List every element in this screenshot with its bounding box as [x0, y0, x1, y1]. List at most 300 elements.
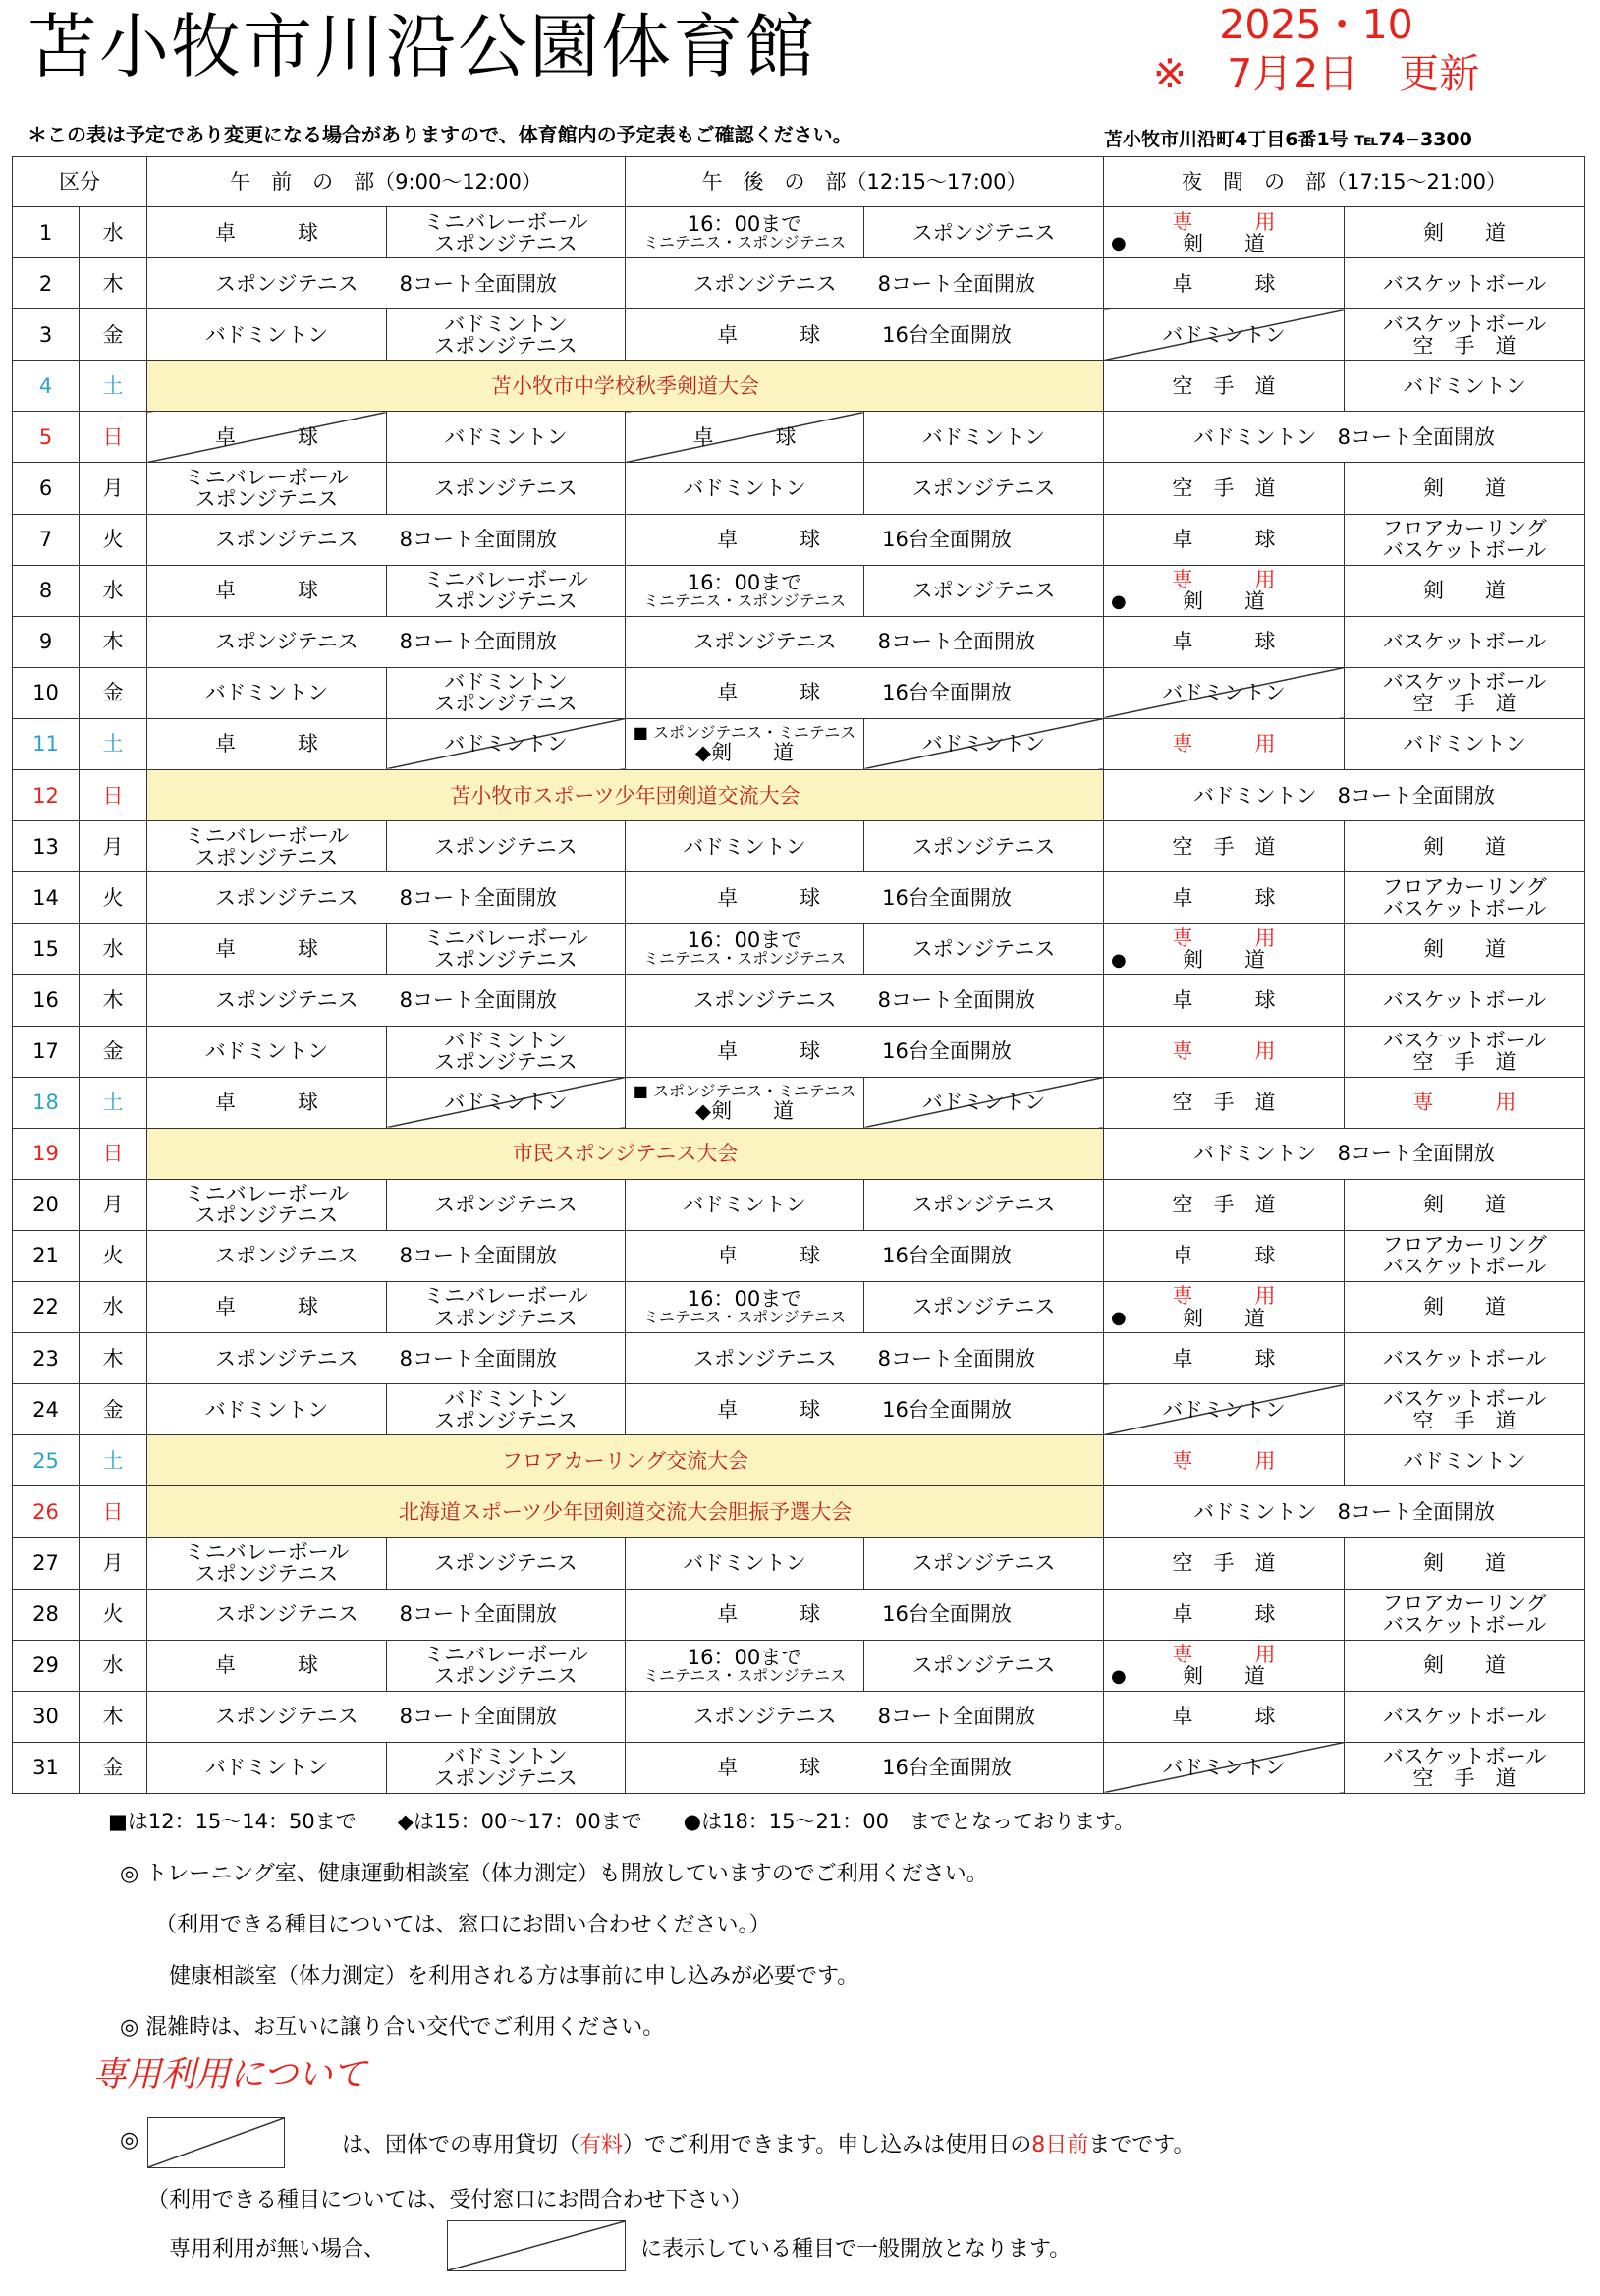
- line1-part-b: ）でご利用できます。申し込みは使用日の: [623, 2133, 1032, 2157]
- general-sample-box: [447, 2220, 626, 2271]
- afternoon-cell-2: [864, 821, 1104, 872]
- date-block: [1130, 0, 1503, 98]
- evening-cell-2: [1345, 1538, 1585, 1589]
- cell-line: 剣 道: [1423, 579, 1507, 603]
- cell-line: 16：00まで: [687, 570, 802, 594]
- afternoon-cell: 卓 球 16台全面開放: [626, 309, 1104, 361]
- cell-line: 剣 道: [1423, 834, 1507, 859]
- evening-cell-1: [1104, 1742, 1345, 1793]
- cell-line: 専 用: [1172, 1284, 1276, 1309]
- weekday: 月: [80, 821, 147, 872]
- cell-line: 16：00まで: [687, 928, 802, 953]
- cell-line: スポンジテニス: [434, 834, 578, 859]
- updated-label: ※ 7月2日 更新: [1152, 50, 1480, 97]
- morning-cell-1: [147, 1281, 387, 1332]
- evening-cell-1: [1104, 1281, 1345, 1332]
- afternoon-cell: 卓 球 16台全面開放: [626, 872, 1104, 924]
- cell-line: 剣 道: [1423, 1550, 1507, 1575]
- afternoon-cell-1: [626, 565, 864, 616]
- cell-line: 剣 道: [1183, 1306, 1266, 1330]
- cell-line: バドミントン: [204, 1756, 329, 1780]
- morning-cell-2: [387, 1026, 626, 1077]
- afternoon-cell-1: [626, 718, 864, 769]
- cell-line: 剣 道: [1423, 220, 1507, 245]
- weekday: 月: [80, 1538, 147, 1589]
- evening-cell-1: [1104, 309, 1345, 361]
- cell-subline: ■ スポンジテニス・ミニテニス: [633, 1081, 856, 1100]
- day-number: 20: [13, 1179, 80, 1230]
- evening-cell-2: [1345, 1077, 1585, 1128]
- exclusive-line3-b: に表示している種目で一般開放となります。: [640, 2237, 1072, 2262]
- cell-line: 卓 球: [1172, 987, 1276, 1012]
- table-row: [13, 1281, 1585, 1332]
- evening-cell-2: [1345, 924, 1585, 975]
- table-row: [13, 1589, 1585, 1640]
- afternoon-cell: スポンジテニス 8コート全面開放: [626, 1691, 1104, 1742]
- exclusive-line1: [342, 2128, 1195, 2158]
- day-number: 3: [13, 309, 80, 361]
- cell-line: フロアカーリング: [1382, 1592, 1547, 1616]
- cell-line: スポンジテニス: [434, 231, 578, 255]
- evening-cell: バドミントン 8コート全面開放: [1104, 412, 1585, 463]
- evening-cell-2: [1345, 258, 1585, 309]
- evening-cell-1: [1104, 821, 1345, 872]
- evening-cell-2: [1345, 1333, 1585, 1384]
- cell-line: バスケットボール: [1382, 1346, 1547, 1371]
- dot-marker: ●: [1111, 1308, 1127, 1329]
- table-row: [13, 718, 1585, 769]
- event-cell: 苫小牧市スポーツ少年団剣道交流大会: [147, 770, 1104, 821]
- cell-line: バドミントン: [444, 670, 568, 695]
- morning-cell-2: [387, 1179, 626, 1230]
- event-cell: 市民スポンジテニス大会: [147, 1128, 1104, 1179]
- day-number: 8: [13, 565, 80, 616]
- cell-line: 卓 球: [215, 220, 318, 245]
- cell-line: バスケットボール: [1382, 1745, 1547, 1769]
- evening-cell-1: [1104, 207, 1345, 258]
- table-header-row: [13, 157, 1585, 207]
- morning-cell-2: [387, 1077, 626, 1128]
- cell-line: 卓 球: [1172, 885, 1276, 910]
- evening-cell-2: [1345, 361, 1585, 412]
- cell-line: 16：00まで: [687, 1645, 802, 1669]
- cell-line: スポンジテニス: [434, 1193, 578, 1217]
- morning-cell-1: [147, 463, 387, 514]
- cell-line: バスケットボール: [1382, 311, 1547, 336]
- cell-line: 卓 球: [215, 579, 318, 603]
- weekday: 火: [80, 872, 147, 924]
- afternoon-cell-2: [864, 924, 1104, 975]
- morning-cell-2: [387, 309, 626, 361]
- dot-marker: ●: [1111, 590, 1127, 612]
- table-row: [13, 1486, 1585, 1538]
- cell-line: 空 手 道: [1412, 1766, 1517, 1791]
- afternoon-cell: 卓 球 16台全面開放: [626, 1742, 1104, 1793]
- table-row: [13, 258, 1585, 309]
- weekday: 水: [80, 924, 147, 975]
- cell-line: バドミントン: [444, 1091, 568, 1115]
- exclusive-sample-box: [147, 2117, 285, 2168]
- morning-cell: スポンジテニス 8コート全面開放: [147, 258, 626, 309]
- dot-marker: ●: [1111, 949, 1127, 971]
- evening-cell-2: [1345, 667, 1585, 718]
- evening-cell-2: [1345, 565, 1585, 616]
- cell-line: バドミントン: [1162, 1756, 1286, 1780]
- afternoon-cell-1: [626, 924, 864, 975]
- header-morning: 午 前 の 部（9:00〜12:00）: [147, 157, 626, 207]
- afternoon-cell-2: [864, 1281, 1104, 1332]
- weekday: 木: [80, 975, 147, 1026]
- table-row: [13, 1640, 1585, 1691]
- cell-line: 卓 球: [1172, 528, 1276, 552]
- afternoon-cell-1: [626, 821, 864, 872]
- afternoon-cell-2: [864, 463, 1104, 514]
- weekday: 水: [80, 207, 147, 258]
- morning-cell-2: [387, 412, 626, 463]
- evening-cell-1: [1104, 1691, 1345, 1742]
- cell-line: バドミントン: [444, 311, 568, 336]
- cell-line: 専 用: [1172, 925, 1276, 950]
- cell-line: スポンジテニス: [194, 1204, 339, 1228]
- table-row: [13, 1691, 1585, 1742]
- morning-cell: スポンジテニス 8コート全面開放: [147, 975, 626, 1026]
- evening-cell-1: [1104, 1640, 1345, 1691]
- day-number: 22: [13, 1281, 80, 1332]
- cell-line: バドミントン: [1403, 732, 1526, 756]
- cell-line: ミニバレーボール: [423, 568, 588, 592]
- table-row: [13, 514, 1585, 565]
- fee-label: 有料: [579, 2133, 624, 2157]
- evening-cell-1: [1104, 1384, 1345, 1435]
- morning-cell-1: [147, 412, 387, 463]
- afternoon-cell-2: [864, 1179, 1104, 1230]
- cell-line: 卓 球: [215, 1295, 318, 1319]
- morning-cell-2: [387, 1281, 626, 1332]
- day-number: 6: [13, 463, 80, 514]
- exclusive-line3-a: 専用利用が無い場合、: [169, 2237, 386, 2262]
- page-title: 苫小牧市川沿公園体育館: [28, 6, 817, 87]
- table-row: [13, 1384, 1585, 1435]
- cell-line: スポンジテニス: [434, 692, 578, 716]
- evening-cell-2: [1345, 514, 1585, 565]
- cell-line: 専 用: [1412, 1091, 1517, 1115]
- evening-cell-1: [1104, 361, 1345, 412]
- afternoon-cell-2: [864, 1538, 1104, 1589]
- morning-cell-1: [147, 1742, 387, 1793]
- afternoon-cell: 卓 球 16台全面開放: [626, 1230, 1104, 1281]
- cell-line: 卓 球: [215, 424, 318, 449]
- cell-line: 卓 球: [215, 732, 318, 756]
- weekday: 金: [80, 309, 147, 361]
- cell-line: スポンジテニス: [434, 589, 578, 614]
- table-row: [13, 1538, 1585, 1589]
- evening-cell-2: [1345, 1026, 1585, 1077]
- day-number: 24: [13, 1384, 80, 1435]
- table-row: [13, 872, 1585, 924]
- weekday: 月: [80, 1179, 147, 1230]
- cell-line: バドミントン: [204, 1039, 329, 1064]
- day-number: 31: [13, 1742, 80, 1793]
- schedule-body: [13, 207, 1585, 1794]
- cell-line: バドミントン: [444, 1386, 568, 1411]
- morning-cell-2: [387, 924, 626, 975]
- cell-line: バドミントン: [921, 1091, 1046, 1115]
- weekday: 金: [80, 667, 147, 718]
- weekday: 金: [80, 1742, 147, 1793]
- cell-line: 空 手 道: [1172, 1091, 1276, 1115]
- evening-cell-2: [1345, 821, 1585, 872]
- cell-line: 専 用: [1172, 1643, 1276, 1667]
- cell-line: スポンジテニス: [911, 1295, 1056, 1319]
- morning-cell: スポンジテニス 8コート全面開放: [147, 1230, 626, 1281]
- weekday: 月: [80, 463, 147, 514]
- cell-line: バスケットボール: [1382, 1705, 1547, 1729]
- morning-cell-2: [387, 667, 626, 718]
- cell-line: ミニバレーボール: [423, 925, 588, 950]
- morning-cell-2: [387, 1742, 626, 1793]
- cell-line: バスケットボール: [1382, 1386, 1547, 1411]
- cell-line: バスケットボール: [1382, 670, 1547, 695]
- evening-cell-1: [1104, 1538, 1345, 1589]
- table-row: [13, 1742, 1585, 1793]
- schedule-table: [12, 156, 1585, 1794]
- evening-cell-1: [1104, 718, 1345, 769]
- cell-line: バドミントン: [444, 424, 568, 449]
- morning-cell-2: [387, 207, 626, 258]
- evening-cell-1: [1104, 975, 1345, 1026]
- afternoon-cell-2: [864, 565, 1104, 616]
- exclusive-heading: 専用利用について: [92, 2055, 367, 2095]
- table-row: [13, 1179, 1585, 1230]
- table-row: [13, 412, 1585, 463]
- cell-line: 16：00まで: [687, 212, 802, 237]
- cell-line: スポンジテニス: [911, 579, 1056, 603]
- day-number: 30: [13, 1691, 80, 1742]
- weekday: 火: [80, 1230, 147, 1281]
- cell-line: 卓 球: [1172, 1346, 1276, 1371]
- table-row: [13, 1230, 1585, 1281]
- month-label: 2025・10: [1219, 1, 1413, 48]
- evening-cell-1: [1104, 1333, 1345, 1384]
- afternoon-cell-2: [864, 718, 1104, 769]
- cell-line: バドミントン: [1162, 681, 1286, 705]
- afternoon-cell: スポンジテニス 8コート全面開放: [626, 1333, 1104, 1384]
- day-number: 16: [13, 975, 80, 1026]
- dot-marker: ●: [1111, 233, 1127, 254]
- afternoon-cell-1: [626, 1179, 864, 1230]
- cell-line: スポンジテニス: [434, 1664, 578, 1689]
- cell-subline: ミニテニス・スポンジテニス: [642, 1308, 847, 1327]
- cell-subline: ミニテニス・スポンジテニス: [642, 590, 847, 610]
- cell-subline: ミニテニス・スポンジテニス: [642, 233, 847, 252]
- cell-line: 専 用: [1172, 1448, 1276, 1473]
- evening-cell-2: [1345, 463, 1585, 514]
- day-number: 23: [13, 1333, 80, 1384]
- afternoon-cell: スポンジテニス 8コート全面開放: [626, 616, 1104, 667]
- cell-line: バスケットボール: [1382, 271, 1547, 296]
- morning-cell: スポンジテニス 8コート全面開放: [147, 616, 626, 667]
- morning-cell-2: [387, 718, 626, 769]
- weekday: 日: [80, 1486, 147, 1538]
- weekday: 木: [80, 258, 147, 309]
- weekday: 金: [80, 1384, 147, 1435]
- evening-cell: バドミントン 8コート全面開放: [1104, 770, 1585, 821]
- cell-line: 空 手 道: [1172, 1193, 1276, 1217]
- cell-line: スポンジテニス: [434, 333, 578, 358]
- afternoon-cell: 卓 球 16台全面開放: [626, 667, 1104, 718]
- evening-cell-2: [1345, 1589, 1585, 1640]
- dot-marker: ●: [1111, 1665, 1127, 1687]
- cell-line: スポンジテニス: [194, 845, 339, 869]
- cell-line: 卓 球: [215, 1653, 318, 1678]
- day-number: 18: [13, 1077, 80, 1128]
- afternoon-cell-1: [626, 1281, 864, 1332]
- cell-line: 専 用: [1172, 1039, 1276, 1064]
- cell-line: バドミントン: [1403, 373, 1526, 398]
- cell-line: 剣 道: [1423, 1295, 1507, 1319]
- weekday: 日: [80, 770, 147, 821]
- day-number: 7: [13, 514, 80, 565]
- morning-cell-2: [387, 1538, 626, 1589]
- line1-part-c: までです。: [1088, 2133, 1195, 2157]
- cell-line: バスケットボール: [1382, 1029, 1547, 1052]
- cell-line: 空 手 道: [1412, 692, 1517, 716]
- afternoon-cell-2: [864, 207, 1104, 258]
- cell-line: バドミントン: [444, 1029, 568, 1052]
- cell-line: スポンジテニス: [911, 936, 1056, 961]
- morning-cell: スポンジテニス 8コート全面開放: [147, 1333, 626, 1384]
- days-label: 8日前: [1031, 2133, 1089, 2157]
- afternoon-cell: スポンジテニス 8コート全面開放: [626, 975, 1104, 1026]
- afternoon-cell-2: [864, 1077, 1104, 1128]
- weekday: 金: [80, 1026, 147, 1077]
- table-row: [13, 1077, 1585, 1128]
- evening-cell-1: [1104, 514, 1345, 565]
- day-number: 14: [13, 872, 80, 924]
- evening-cell: バドミントン 8コート全面開放: [1104, 1486, 1585, 1538]
- evening-cell-2: [1345, 872, 1585, 924]
- day-number: 4: [13, 361, 80, 412]
- day-number: 12: [13, 770, 80, 821]
- day-number: 1: [13, 207, 80, 258]
- cell-line: バドミントン: [683, 1550, 806, 1575]
- morning-cell-1: [147, 1384, 387, 1435]
- morning-cell-1: [147, 1538, 387, 1589]
- table-row: [13, 1128, 1585, 1179]
- cell-subline: ■ スポンジテニス・ミニテニス: [633, 723, 856, 743]
- weekday: 水: [80, 565, 147, 616]
- cell-line: 卓 球: [1172, 630, 1276, 654]
- afternoon-cell-1: [626, 463, 864, 514]
- cell-line: フロアカーリング: [1382, 1233, 1547, 1258]
- cell-line: スポンジテニス: [911, 1193, 1056, 1217]
- evening-cell-1: [1104, 872, 1345, 924]
- cell-line: バドミントン: [204, 1397, 329, 1422]
- address-text: 苫小牧市川沿町4丁目6番1号 ℡74−3300: [1104, 129, 1472, 150]
- day-number: 9: [13, 616, 80, 667]
- cell-line: バドミントン: [1162, 1397, 1286, 1422]
- note-crowd: ◎ 混雑時は、お互いに譲り合い交代でご利用ください。: [120, 2015, 665, 2040]
- cell-line: スポンジテニス: [434, 1306, 578, 1330]
- cell-line: バスケットボール: [1382, 630, 1547, 654]
- morning-cell-2: [387, 565, 626, 616]
- cell-line: 剣 道: [1183, 231, 1266, 255]
- cell-line: 空 手 道: [1172, 476, 1276, 500]
- evening-cell-1: [1104, 1230, 1345, 1281]
- note-health: 健康相談室（体力測定）を利用される方は事前に申し込みが必要です。: [169, 1964, 859, 1988]
- morning-cell-1: [147, 1077, 387, 1128]
- day-number: 2: [13, 258, 80, 309]
- notice-text: ＊この表は予定であり変更になる場合がありますので、体育館内の予定表もご確認ください。: [28, 123, 853, 146]
- event-cell: 北海道スポーツ少年団剣道交流大会胆振予選大会: [147, 1486, 1104, 1538]
- cell-line: スポンジテニス: [434, 947, 578, 972]
- exclusive-line2: （利用できる種目については、受付窓口にお問合わせ下さい）: [147, 2188, 752, 2212]
- cell-line: スポンジテニス: [911, 220, 1056, 245]
- morning-cell-1: [147, 821, 387, 872]
- header-category: 区分: [13, 157, 147, 207]
- table-row: [13, 361, 1585, 412]
- morning-cell-2: [387, 1640, 626, 1691]
- afternoon-cell: 卓 球 16台全面開放: [626, 1026, 1104, 1077]
- afternoon-cell: スポンジテニス 8コート全面開放: [626, 258, 1104, 309]
- day-number: 10: [13, 667, 80, 718]
- cell-line: 剣 道: [1423, 1653, 1507, 1678]
- cell-line: バドミントン: [683, 834, 806, 859]
- cell-line: スポンジテニス: [434, 1408, 578, 1432]
- cell-line: バスケットボール: [1382, 1613, 1547, 1638]
- mark-symbol: ◎: [120, 2128, 139, 2153]
- table-row: [13, 1026, 1585, 1077]
- cell-line: スポンジテニス: [194, 1561, 339, 1586]
- weekday: 日: [80, 412, 147, 463]
- morning-cell-1: [147, 718, 387, 769]
- morning-cell: スポンジテニス 8コート全面開放: [147, 514, 626, 565]
- weekday: 土: [80, 1435, 147, 1486]
- weekday: 水: [80, 1281, 147, 1332]
- morning-cell-1: [147, 1026, 387, 1077]
- cell-line: スポンジテニス: [434, 1550, 578, 1575]
- evening-cell-2: [1345, 207, 1585, 258]
- cell-line: 卓 球: [1172, 1244, 1276, 1268]
- afternoon-cell-1: [626, 1538, 864, 1589]
- day-number: 19: [13, 1128, 80, 1179]
- day-number: 13: [13, 821, 80, 872]
- cell-line: フロアカーリング: [1382, 874, 1547, 899]
- cell-line: スポンジテニス: [434, 476, 578, 500]
- cell-line: フロアカーリング: [1382, 517, 1547, 541]
- cell-line: 卓 球: [1172, 271, 1276, 296]
- evening-cell-1: [1104, 924, 1345, 975]
- table-row: [13, 975, 1585, 1026]
- cell-line: ミニバレーボール: [184, 465, 350, 489]
- cell-line: 空 手 道: [1172, 1550, 1276, 1575]
- morning-cell-1: [147, 924, 387, 975]
- cell-line: バスケットボール: [1382, 1255, 1547, 1279]
- table-row: [13, 821, 1585, 872]
- cell-line: 剣 道: [1183, 589, 1266, 614]
- day-number: 5: [13, 412, 80, 463]
- cell-line: バスケットボール: [1382, 896, 1547, 921]
- morning-cell-2: [387, 821, 626, 872]
- morning-cell-2: [387, 463, 626, 514]
- morning-cell-1: [147, 207, 387, 258]
- weekday: 火: [80, 1589, 147, 1640]
- cell-line: スポンジテニス: [911, 1550, 1056, 1575]
- header-afternoon: 午 後 の 部（12:15〜17:00）: [626, 157, 1104, 207]
- table-row: [13, 309, 1585, 361]
- day-number: 26: [13, 1486, 80, 1538]
- table-row: [13, 616, 1585, 667]
